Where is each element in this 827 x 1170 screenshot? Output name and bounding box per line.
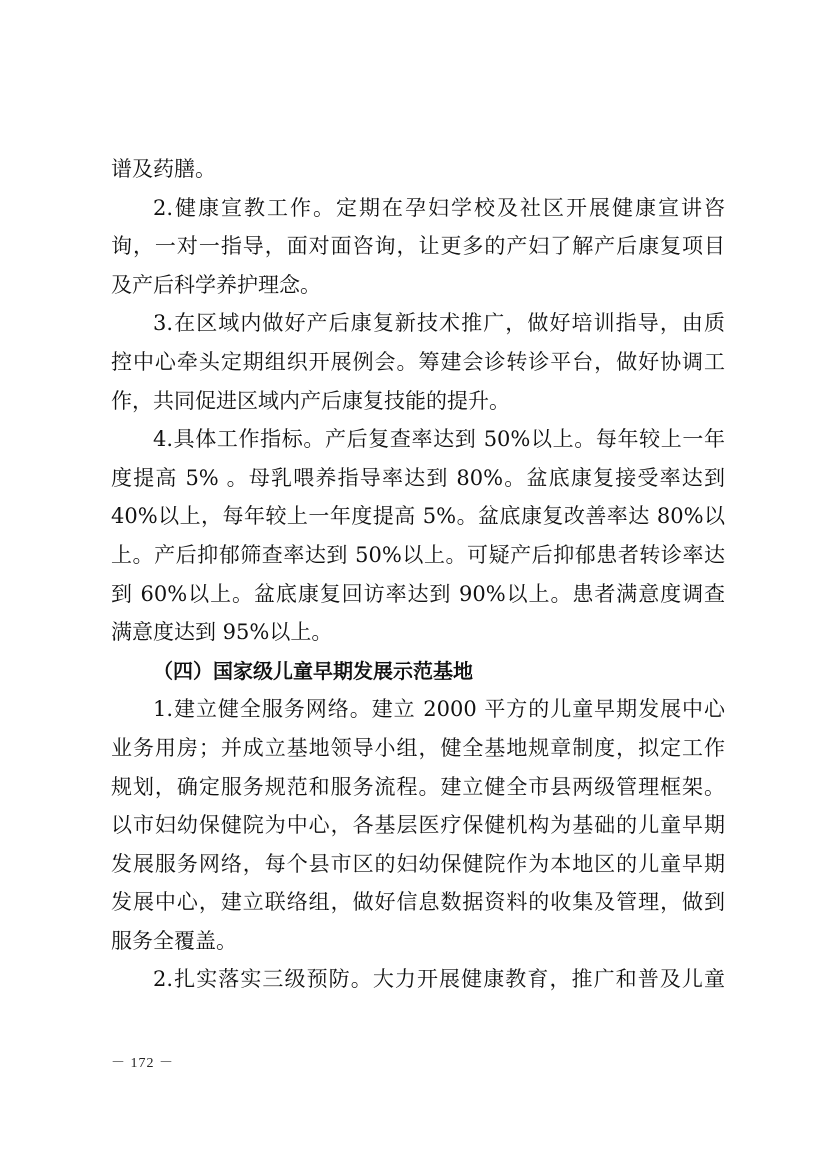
- text-line: 谱及药膳。: [111, 157, 216, 181]
- paragraph-first-line: 3.在区域内做好产后康复新技术推广，做好培训指导，由质: [153, 311, 725, 336]
- paragraph-first-line: 2.扎实落实三级预防。大力开展健康教育，推广和普及儿童: [153, 967, 725, 992]
- text-line: 发展中心，建立联络组，做好信息数据资料的收集及管理，做到: [111, 890, 725, 915]
- text-line: 满意度达到 95%以上。: [111, 620, 333, 645]
- text-line: 及产后科学养护理念。: [111, 272, 321, 297]
- text-line: 上。产后抑郁筛查率达到 50%以上。可疑产后抑郁患者转诊率达: [111, 542, 725, 567]
- text-line: 业务用房；并成立基地领导小组，健全基地规章制度，拟定工作: [111, 735, 725, 760]
- paragraph-first-line: 2.健康宣教工作。定期在孕妇学校及社区开展健康宣讲咨: [153, 195, 725, 220]
- text-line: 控中心牵头定期组织开展例会。筹建会诊转诊平台，做好协调工: [111, 349, 725, 374]
- text-line: 询，一对一指导，面对面咨询，让更多的产妇了解产后康复项目: [111, 234, 725, 259]
- paragraph-first-line: 1.建立健全服务网络。建立 2000 平方的儿童早期发展中心: [153, 697, 725, 722]
- text-line: 发展服务网络，每个县市区的妇幼保健院作为本地区的儿童早期: [111, 851, 725, 876]
- page-number: － 172 －: [111, 1056, 174, 1071]
- section-heading: （四）国家级儿童早期发展示范基地: [153, 658, 473, 683]
- text-line: 度提高 5% 。母乳喂养指导率达到 80%。盆底康复接受率达到: [111, 465, 725, 490]
- text-line: 规划，确定服务规范和服务流程。建立健全市县两级管理框架。: [111, 774, 725, 799]
- text-line: 服务全覆盖。: [111, 928, 237, 953]
- text-line: 作，共同促进区域内产后康复技能的提升。: [111, 388, 510, 413]
- paragraph-first-line: 4.具体工作指标。产后复查率达到 50%以上。每年较上一年: [153, 427, 725, 452]
- text-line: 40%以上，每年较上一年度提高 5%。盆底康复改善率达 80%以: [111, 504, 725, 529]
- text-line: 以市妇幼保健院为中心，各基层医疗保健机构为基础的儿童早期: [111, 813, 725, 838]
- text-line: 到 60%以上。盆底康复回访率达到 90%以上。患者满意度调查: [111, 581, 725, 606]
- document-body: [111, 150, 725, 999]
